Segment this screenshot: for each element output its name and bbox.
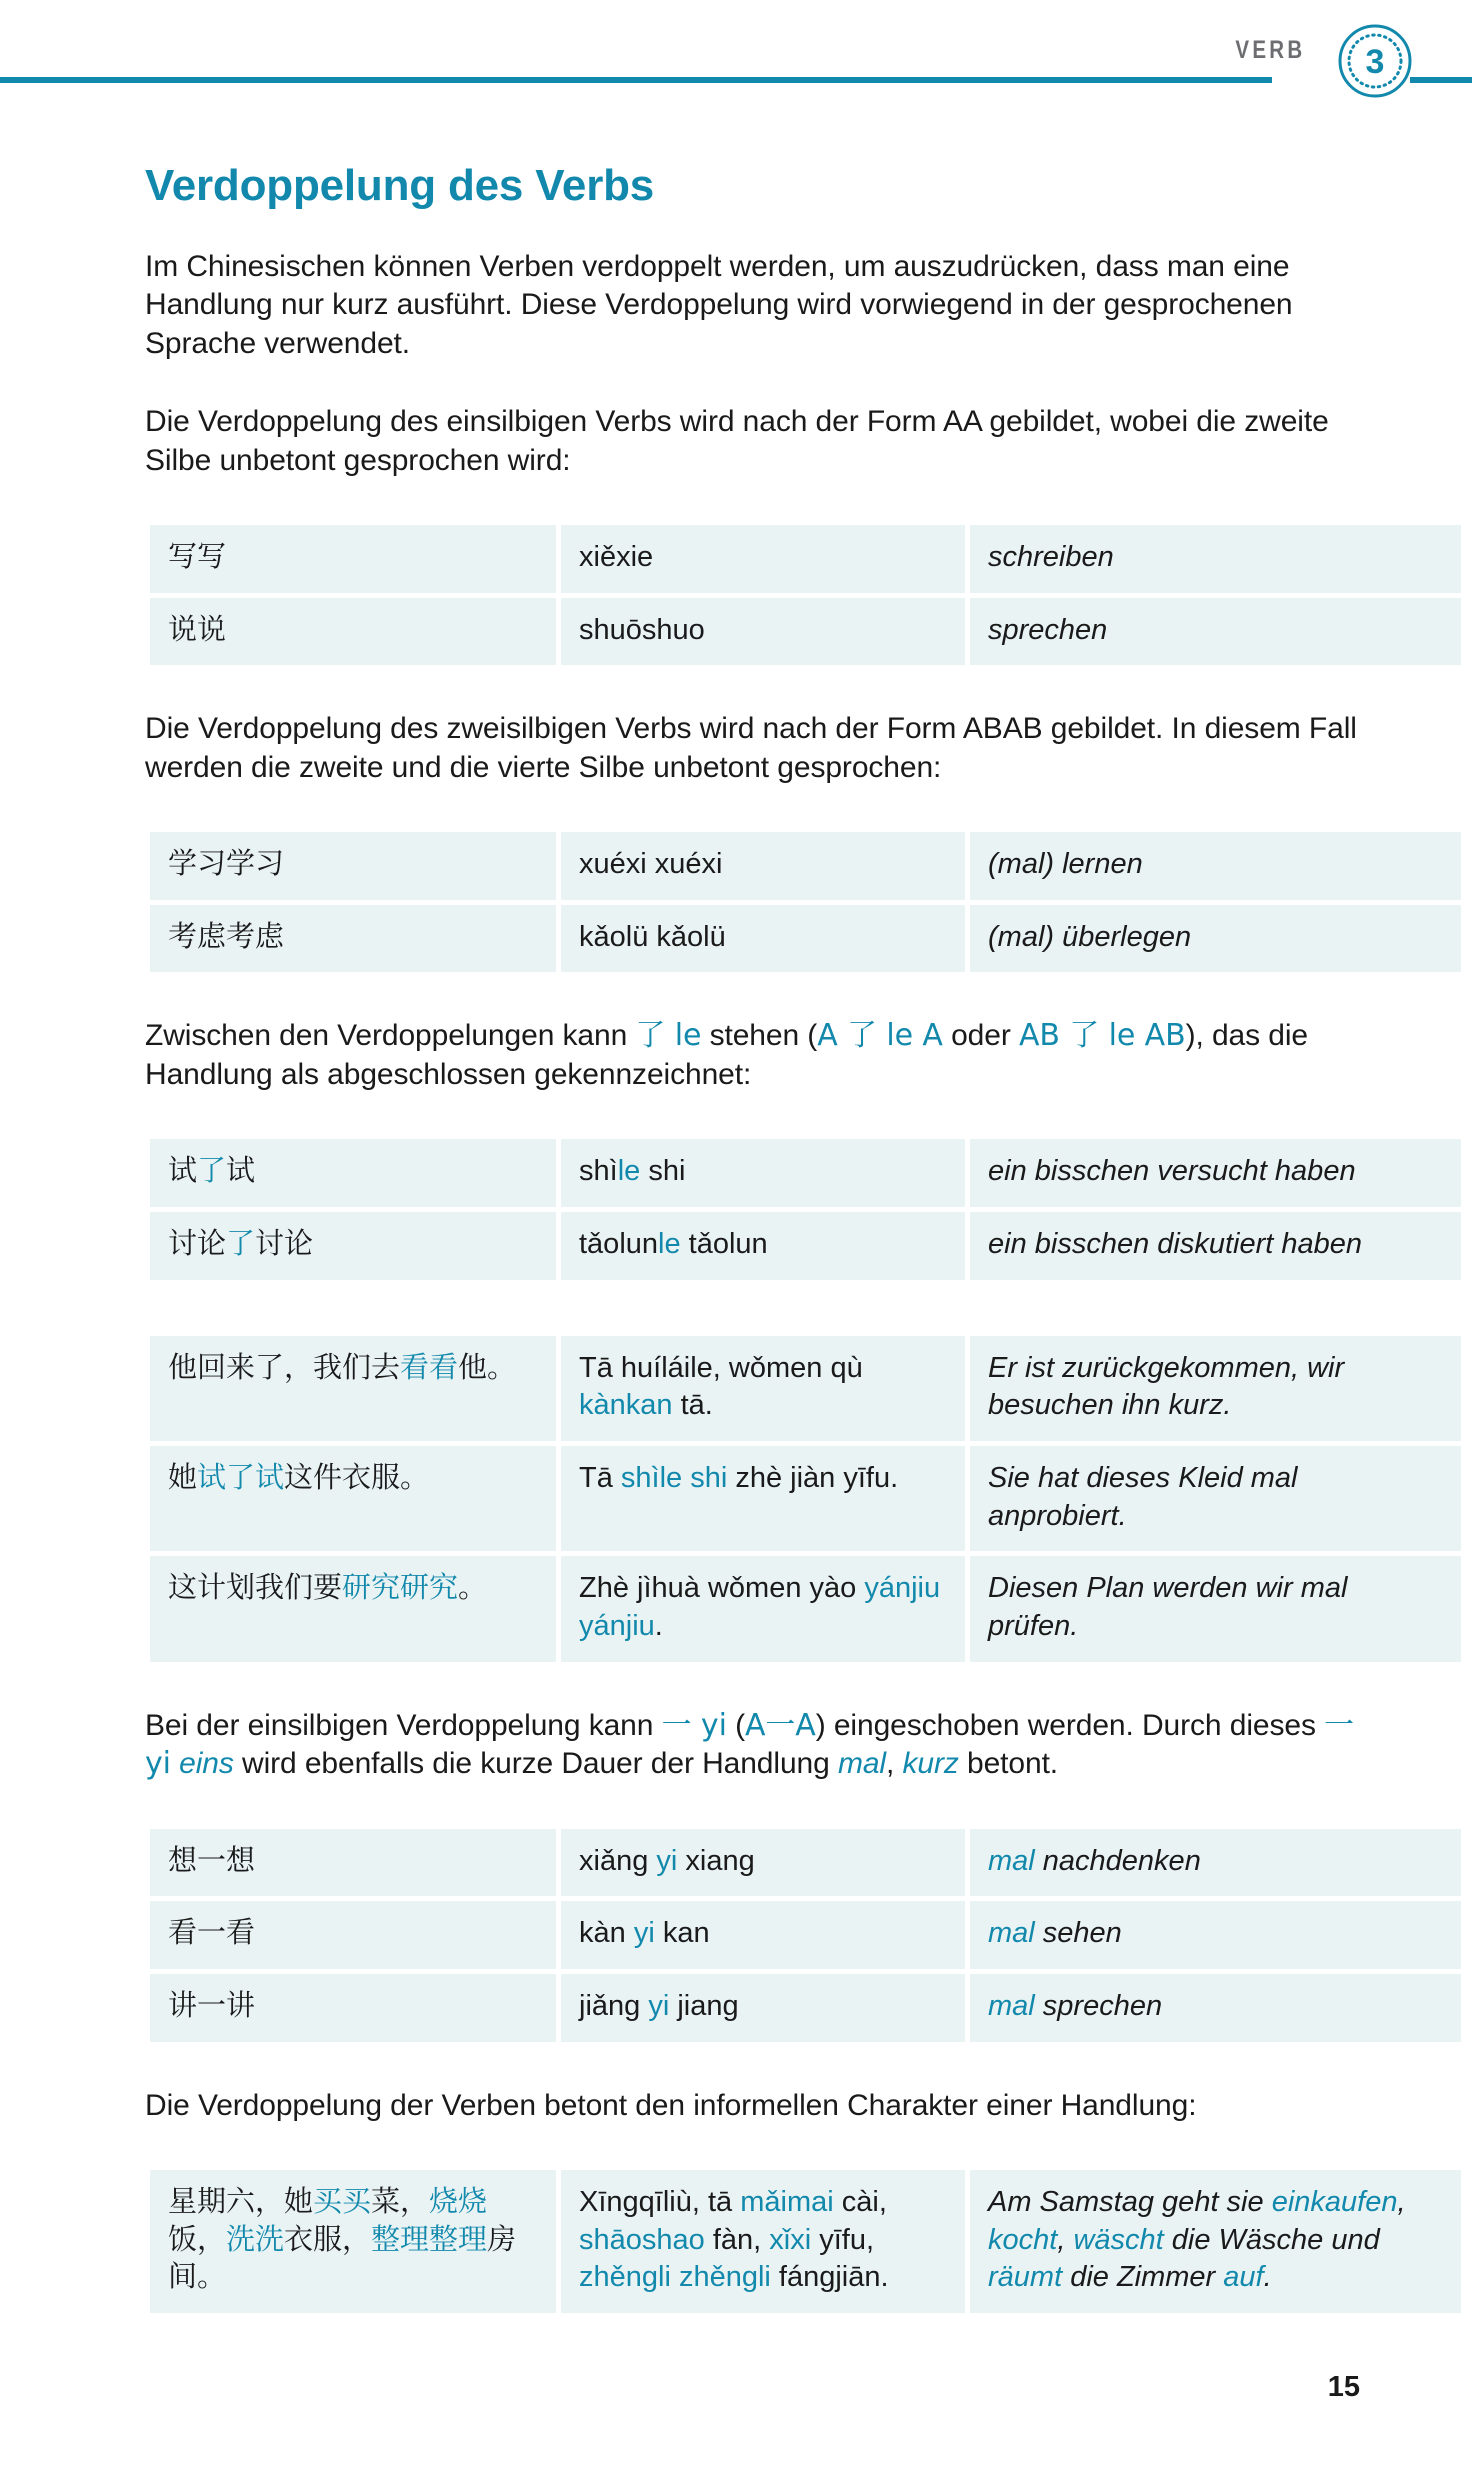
cell-pinyin (561, 1901, 965, 1969)
plain-text: 想一想 (168, 1844, 256, 1877)
le-rule-le: 了 le (635, 1018, 702, 1054)
yi-rule-text-3: ) eingeschoben werden. Durch dieses (815, 1708, 1325, 1742)
plain-text: sehen (1034, 1917, 1122, 1950)
page-number: 15 (1327, 2371, 1360, 2403)
highlighted-text: mal (988, 1917, 1035, 1950)
highlighted-text: le (617, 1155, 641, 1188)
highlighted-text: 整理整理 (371, 2223, 488, 2256)
cell-chinese (150, 1556, 556, 1661)
plain-text: cài, (833, 2186, 887, 2218)
cell-german: (mal) überlegen (970, 905, 1461, 973)
highlighted-text: yánjiu yánjiu (579, 1572, 941, 1643)
yi-rule-mal: mal (837, 1747, 886, 1781)
yi-rule-yi: 一 yi (661, 1707, 727, 1743)
highlighted-text: 试了试 (197, 1462, 285, 1495)
highlighted-text: mal (988, 1844, 1035, 1877)
plain-text: 这件衣服。 (284, 1462, 430, 1495)
highlighted-text: räumt (988, 2261, 1063, 2294)
yi-rule-comma: , (886, 1747, 903, 1781)
cell-pinyin (561, 1336, 965, 1441)
plain-text: 讨论 (255, 1227, 314, 1260)
paragraph-le-rule (145, 1017, 1360, 1094)
cell-german (970, 1901, 1461, 1969)
highlighted-text: 看看 (400, 1351, 459, 1384)
cell-pinyin: xuéxi xuéxi (561, 832, 965, 900)
cell-chinese (150, 1446, 556, 1551)
plain-text: zhè jiàn yīfu. (727, 1462, 899, 1495)
table-row (150, 1556, 1461, 1661)
table-row (150, 905, 1461, 973)
cell-german: ein bisschen versucht haben (970, 1139, 1461, 1207)
page-title: Verdoppelung des Verbs (145, 161, 655, 210)
le-rule-text-1: Zwischen den Verdoppelungen kann (145, 1019, 636, 1053)
plain-text: Am Samstag geht sie (988, 2186, 1272, 2218)
yi-rule-text-5: betont. (958, 1747, 1059, 1781)
plain-text: die Wäsche und (1163, 2223, 1380, 2256)
cell-german: sprechen (970, 598, 1461, 666)
yi-rule-text-2: ( (726, 1708, 745, 1742)
page-content (145, 0, 1406, 2318)
cell-pinyin: xiěxie (561, 525, 965, 593)
plain-text: Xīngqīliù, tā (579, 2186, 741, 2218)
highlighted-text: wäscht (1073, 2223, 1164, 2256)
cell-chinese (150, 1974, 556, 2042)
table-row (150, 2170, 1461, 2313)
plain-text: , (1057, 2223, 1074, 2256)
plain-text: Diesen Plan werden wir mal prüfen. (988, 1572, 1348, 1643)
plain-text: die Zimmer (1062, 2261, 1224, 2294)
cell-chinese (150, 1829, 556, 1897)
plain-text: 她 (168, 1462, 198, 1495)
highlighted-text: 买买 (313, 2186, 372, 2218)
table-row (150, 598, 1461, 666)
highlighted-text: 洗洗 (226, 2223, 285, 2256)
cell-chinese (150, 1139, 556, 1207)
table-row (150, 1974, 1461, 2042)
cell-pinyin: shuōshuo (561, 598, 965, 666)
yi-rule-text-1: Bei der einsilbigen Verdoppelung kann (145, 1708, 662, 1742)
table-abab-body (150, 832, 1461, 972)
le-rule-form-a: A 了 le A (817, 1018, 943, 1054)
plain-text: sprechen (1034, 1989, 1163, 2022)
highlighted-text: 了 (226, 1227, 256, 1260)
plain-text: 这计划我们要 (168, 1572, 343, 1605)
table-row (150, 1212, 1461, 1280)
highlighted-text: yi (648, 1989, 670, 2022)
cell-pinyin (561, 1139, 965, 1207)
section-label: VERB (1234, 36, 1305, 64)
yi-rule-text-4: wird ebenfalls die kurze Dauer der Handlung (233, 1747, 838, 1781)
table-aa-body (150, 525, 1461, 665)
table-yi-forms (145, 1824, 1466, 2047)
table-le-forms-body (150, 1139, 1461, 1279)
plain-text: tǎolun (680, 1227, 768, 1260)
cell-german: (mal) lernen (970, 832, 1461, 900)
plain-text: kàn (579, 1917, 634, 1950)
cell-german (970, 2170, 1461, 2313)
header-rule-right (1410, 77, 1472, 83)
plain-text: 房间。 (168, 2223, 517, 2294)
plain-text: 看一看 (168, 1917, 256, 1950)
plain-text: nachdenken (1034, 1844, 1201, 1877)
plain-text: tā. (672, 1389, 713, 1422)
plain-text: Zhè jìhuà wǒmen yào (579, 1572, 865, 1605)
cell-pinyin (561, 1556, 965, 1661)
plain-text: , (1397, 2186, 1406, 2218)
cell-german (970, 1446, 1461, 1551)
highlighted-text: 了 (197, 1155, 227, 1188)
le-rule-text-3: ), das die Handlung als abgeschlossen gekennzeichnet: (145, 1019, 1308, 1091)
paragraph-yi-rule (145, 1707, 1360, 1784)
plain-text: 试 (226, 1155, 256, 1188)
cell-german (970, 1974, 1461, 2042)
highlighted-text: einkaufen (1271, 2186, 1398, 2218)
table-informell (145, 2165, 1466, 2318)
cell-pinyin (561, 1446, 965, 1551)
highlighted-text: 烧烧 (429, 2186, 488, 2218)
table-informell-body (150, 2170, 1461, 2313)
table-le-forms (145, 1134, 1466, 1284)
highlighted-text: xǐxi (769, 2223, 812, 2256)
table-row (150, 1901, 1461, 1969)
cell-german: schreiben (970, 525, 1461, 593)
plain-text: kan (654, 1917, 710, 1950)
le-rule-oder: oder (942, 1019, 1019, 1053)
chapter-number: 3 (1365, 43, 1385, 81)
highlighted-text: kànkan (579, 1389, 673, 1422)
cell-pinyin (561, 1974, 965, 2042)
plain-text: xiǎng (579, 1844, 657, 1877)
plain-text: Tā (579, 1462, 621, 1495)
plain-text: shì (579, 1155, 618, 1188)
plain-text: tǎolun (579, 1227, 659, 1260)
cell-chinese: 写写 (150, 525, 556, 593)
cell-pinyin: kǎolü kǎolü (561, 905, 965, 973)
plain-text: 讲一讲 (168, 1989, 256, 2022)
table-row (150, 1336, 1461, 1441)
plain-text: 试 (168, 1155, 198, 1188)
paragraph-abab-rule: Die Verdoppelung des zweisilbigen Verbs wird nach der Form ABAB gebildet. In diesem Fall werden die zweite und die vierte Silbe unbetont gesprochen: (145, 712, 1357, 784)
cell-german (970, 1829, 1461, 1897)
plain-text: jiang (669, 1989, 739, 2022)
cell-chinese: 学习学习 (150, 832, 556, 900)
plain-text: 衣服， (284, 2223, 372, 2256)
highlighted-text: yi (656, 1844, 678, 1877)
plain-text: 他回来了，我们去 (168, 1351, 401, 1384)
table-aa-forms (145, 520, 1466, 670)
yi-rule-form-aa: A一A (744, 1707, 816, 1743)
table-yi-forms-body (150, 1829, 1461, 2042)
plain-text: 。 (458, 1572, 488, 1605)
cell-chinese (150, 1901, 556, 1969)
cell-chinese: 考虑考虑 (150, 905, 556, 973)
cell-pinyin (561, 1212, 965, 1280)
highlighted-text: mal (988, 1989, 1035, 2022)
highlighted-text: shìle shi (620, 1462, 728, 1495)
cell-chinese (150, 2170, 556, 2313)
table-abab-forms (145, 827, 1466, 977)
cell-chinese: 说说 (150, 598, 556, 666)
plain-text: 星期六，她 (168, 2186, 314, 2218)
plain-text: Er ist zurückgekommen, wir besuchen ihn kurz. (988, 1351, 1345, 1422)
cell-german (970, 1336, 1461, 1441)
plain-text: xiang (677, 1844, 755, 1877)
highlighted-text: 研究研究 (342, 1572, 459, 1605)
table-row (150, 525, 1461, 593)
plain-text: jiǎng (579, 1989, 649, 2022)
highlighted-text: yi (633, 1917, 655, 1950)
highlighted-text: mǎimai (740, 2186, 834, 2218)
le-rule-form-ab: AB 了 le AB (1018, 1018, 1186, 1054)
plain-text: . (654, 1610, 663, 1643)
plain-text: 他。 (458, 1351, 517, 1384)
paragraph-informell: Die Verdoppelung der Verben betont den informellen Charakter einer Handlung: (145, 2088, 1197, 2122)
cell-chinese (150, 1336, 556, 1441)
table-row (150, 1139, 1461, 1207)
cell-chinese (150, 1212, 556, 1280)
cell-german: ein bisschen diskutiert haben (970, 1212, 1461, 1280)
table-le-sentences (145, 1331, 1466, 1667)
plain-text: . (1263, 2261, 1272, 2294)
cell-pinyin (561, 2170, 965, 2313)
highlighted-text: zhěngli zhěngli (579, 2261, 771, 2294)
cell-german (970, 1556, 1461, 1661)
highlighted-text: kocht (988, 2223, 1058, 2256)
plain-text: Tā huíláile, wǒmen qù (579, 1351, 863, 1384)
plain-text: shi (640, 1155, 686, 1188)
plain-text: 菜， (371, 2186, 430, 2218)
yi-rule-eins: eins (170, 1747, 234, 1781)
plain-text: fángjiān. (770, 2261, 889, 2294)
plain-text: 饭， (168, 2223, 227, 2256)
table-row (150, 832, 1461, 900)
paragraph-intro: Im Chinesischen können Verben verdoppelt werden, um auszudrücken, dass man eine Handlung nur kurz ausführt. Diese Verdoppelung wird vorwiegend in der gesprochenen Sprache verwendet. (145, 250, 1293, 360)
yi-rule-kurz: kurz (902, 1747, 959, 1781)
table-row (150, 1829, 1461, 1897)
le-rule-text-2: stehen ( (701, 1019, 818, 1053)
cell-pinyin (561, 1829, 965, 1897)
highlighted-text: shāoshao (579, 2223, 705, 2256)
plain-text: yīfu, (811, 2223, 875, 2256)
highlighted-text: auf (1223, 2261, 1264, 2294)
plain-text: 讨论 (168, 1227, 227, 1260)
plain-text: fàn, (704, 2223, 770, 2256)
table-le-sentences-body (150, 1336, 1461, 1662)
table-row (150, 1446, 1461, 1551)
paragraph-aa-rule: Die Verdoppelung des einsilbigen Verbs wird nach der Form AA gebildet, wobei die zweite Silbe unbetont gesprochen wird: (145, 405, 1329, 477)
yi-rule-yi-2: 一 yi (145, 1707, 1354, 1782)
plain-text: Sie hat dieses Kleid mal anprobiert. (988, 1462, 1298, 1532)
highlighted-text: le (658, 1227, 681, 1260)
